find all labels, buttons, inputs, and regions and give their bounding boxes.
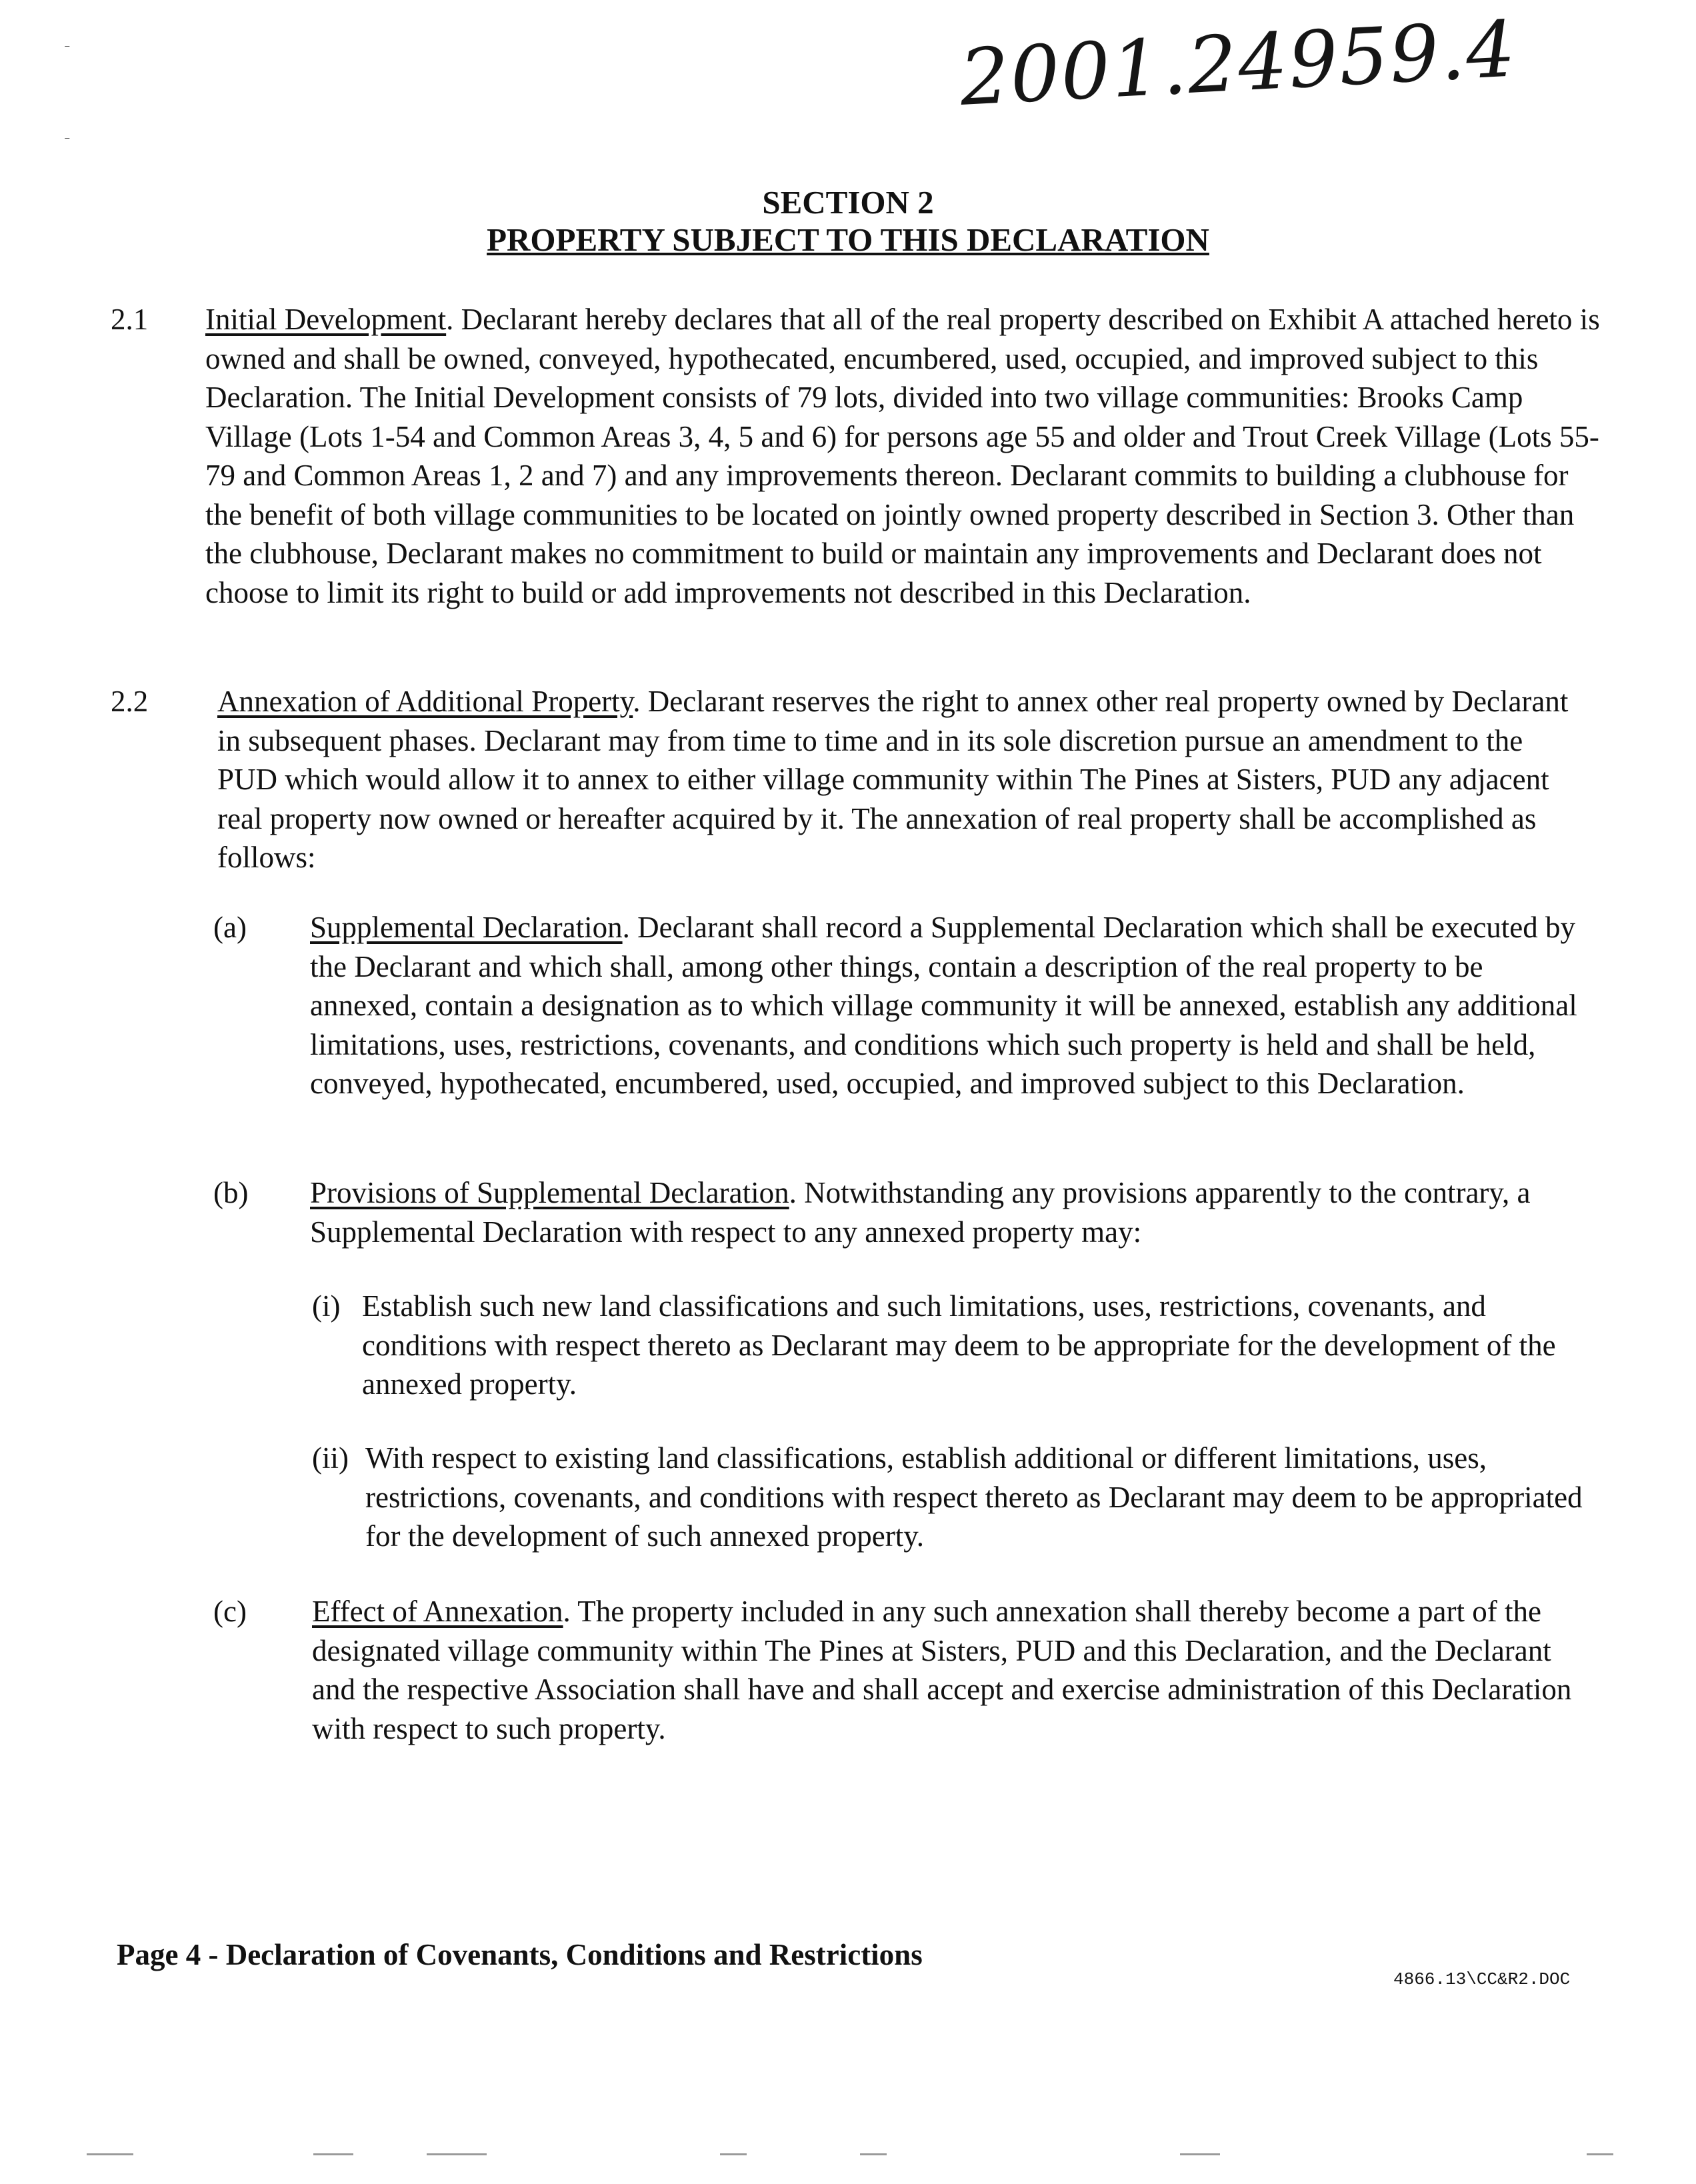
subclause-b-label: (b) xyxy=(213,1176,249,1209)
clause-2-1-text: . Declarant hereby declares that all of the real property described on Exhibit A attached hereto is owned and shall be owned, conveyed, hypothecated, encumbered, used, occupied, and improved subject to this Declaration. The Initial Development consists of 79 lots, divided into two village communities: Brooks Camp Village (Lots 1-54 and Common Areas 3, 4, 5 and 6) for persons age 55 and older and Trout Creek Village (Lots 55-79 and Common Areas 1, 2 and 7) and any improvements thereon. Declarant commits to building a clubhouse for the benefit of both village communities to be located on jointly owned property described in Section 3. Other than the clubhouse, Declarant makes no commitment to build or maintain any improvements and Declarant does not choose to limit its right to build or add improvements not described in this Declaration. xyxy=(205,303,1600,609)
document-code: 4866.13\CC&R2.DOC xyxy=(1393,1969,1571,1989)
subclause-a xyxy=(310,908,1583,1103)
section-number-label: SECTION 2 xyxy=(762,184,934,221)
handwritten-file-number: 2001.24959.4 xyxy=(957,4,1519,123)
scan-artifact xyxy=(427,2153,487,2155)
scan-artifact xyxy=(1180,2153,1220,2155)
subclause-a-heading: Supplemental Declaration xyxy=(310,911,623,944)
margin-mark: ⁻ xyxy=(64,42,71,55)
clause-2-2 xyxy=(217,682,1584,877)
clause-number-2-2: 2.2 xyxy=(111,685,149,718)
subclause-b-heading: Provisions of Supplemental Declaration xyxy=(310,1176,789,1209)
subclause-c-heading: Effect of Annexation xyxy=(312,1595,563,1628)
scan-artifact xyxy=(313,2153,353,2155)
clause-2-1 xyxy=(205,300,1604,612)
item-ii-text: With respect to existing land classifications, establish additional or different limitations, uses, restrictions, covenants, and conditions with respect thereto as Declarant may deem to be appropriated for the development of such annexed property. xyxy=(365,1441,1583,1553)
subclause-b xyxy=(310,1173,1563,1251)
scan-artifact xyxy=(860,2153,887,2155)
item-i-text: Establish such new land classifications and such limitations, uses, restrictions, covenants, and conditions with respect thereto as Declarant may deem to be appropriate for the development of the annexed property. xyxy=(362,1289,1556,1401)
section-title: PROPERTY SUBJECT TO THIS DECLARATION xyxy=(487,221,1209,258)
subclause-c-label: (c) xyxy=(213,1595,247,1628)
clause-2-2-text: . Declarant reserves the right to annex other real property owned by Declarant in subsequent phases. Declarant may from time to time and in its sole discretion pursue an amendment to the PUD which would allow it to annex to either village community within The Pines at Sisters, PUD any adjacent real property now owned or hereafter acquired by it. The annexation of real property shall be accomplished as follows: xyxy=(217,685,1569,874)
subclause-c-text: . The property included in any such annexation shall thereby become a part of the designated village community within The Pines at Sisters, PUD and this Declaration, and the Declarant and the respective Association shall have and shall accept and exercise administration of this Declaration with respect to such property. xyxy=(312,1595,1572,1745)
subclause-c xyxy=(312,1592,1595,1748)
subclause-a-text: . Declarant shall record a Supplemental Declaration which shall be executed by the Declarant and which shall, among other things, contain a description of the real property to be annexed, contain a designation as to which village community it will be annexed, establish any additional limitations, uses, restrictions, covenants, and conditions which such property is held and shall be held, conveyed, hypothecated, encumbered, used, occupied, and improved subject to this Declaration. xyxy=(310,911,1577,1100)
subclause-b-text: . Notwithstanding any provisions apparently to the contrary, a Supplemental Declaration with respect to any annexed property may: xyxy=(310,1176,1531,1249)
clause-number-2-1: 2.1 xyxy=(111,303,149,336)
page-footer-title: Page 4 - Declaration of Covenants, Conditions and Restrictions xyxy=(117,1938,923,1971)
item-i-label: (i) xyxy=(312,1289,341,1323)
scan-artifact xyxy=(1587,2153,1613,2155)
scan-artifact xyxy=(720,2153,747,2155)
clause-2-2-heading: Annexation of Additional Property xyxy=(217,685,633,718)
subclause-a-label: (a) xyxy=(213,911,247,944)
clause-2-1-heading: Initial Development xyxy=(205,303,447,336)
section-heading xyxy=(0,184,1696,259)
item-ii-label: (ii) xyxy=(312,1441,349,1475)
margin-mark: ⁻ xyxy=(64,134,71,147)
scan-artifact xyxy=(87,2153,133,2155)
